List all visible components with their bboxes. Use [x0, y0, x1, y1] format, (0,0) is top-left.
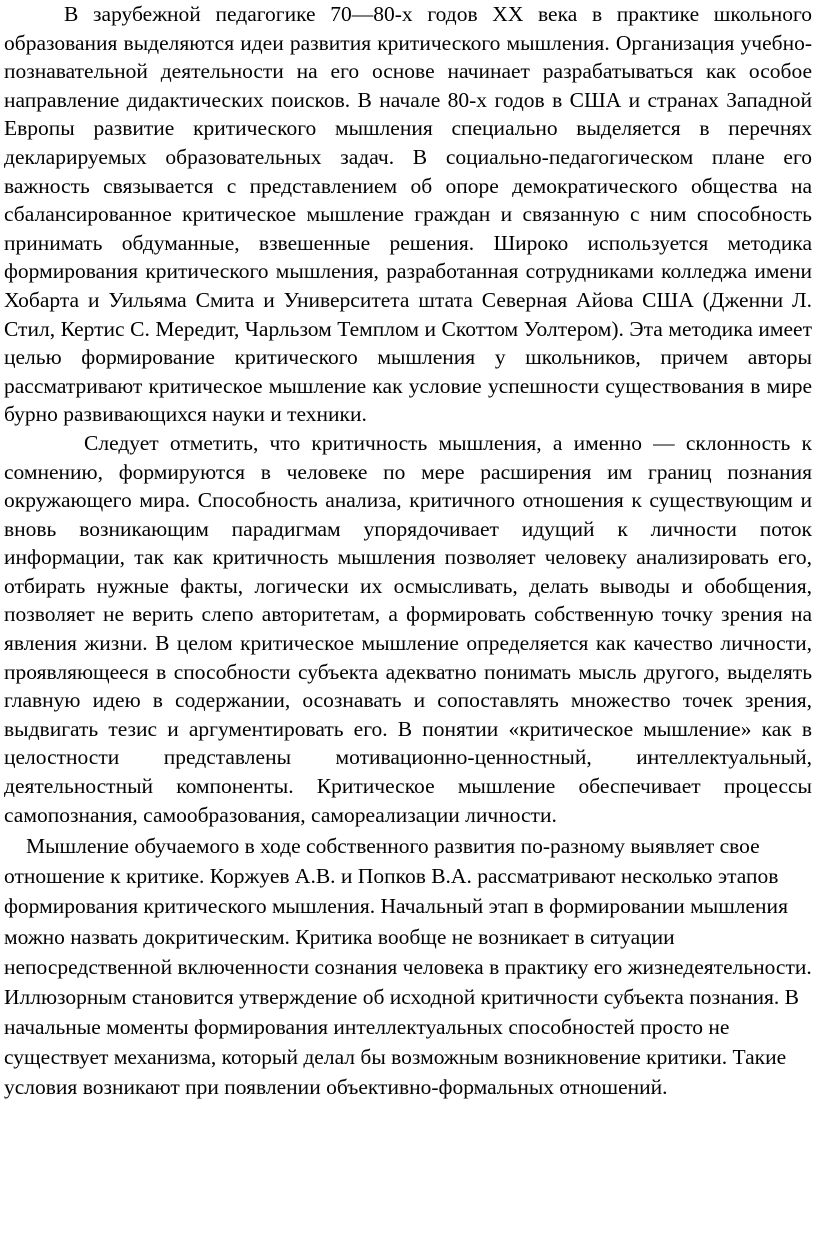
paragraph-2: Следует отметить, что критичность мышления, а именно — склонность к сомнению, формируются в человеке по мере расширения им границ познания окружающего мира. Способность анализа, критичного отношения к существующим и вновь возникающим парадигмам упорядочивает идущий к личности поток информации, так как критичность мышления позволяет человеку анализировать его, отбирать нужные факты, логически их осмысливать, делать выводы и обобщения, позволяет не верить слепо авторитетам, а формировать собственную точку зрения на явления жизни. В целом критическое мышление определяется как качество личности, проявляющееся в способности субъекта адекватно понимать мысль другого, выделять главную идею в содержании, осознавать и сопоставлять множество точек зрения, выдвигать тезис и аргументировать его. В понятии «критическое мышление» как в целостности представлены мотивационно-ценностный, интеллектуальный, деятельностный компоненты. Критическое мышление обеспечивает процессы самопознания, самообразования, самореализации личности. [4, 430, 812, 827]
document-page [4, 0, 812, 1102]
paragraph-1: В зарубежной педагогике 70—80-х годов XX века в практике школьного образования выделяются идеи развития критического мышления. Организация учебно-познавательной деятельности на его основе начинает разрабатываться как особое направление дидактических поисков. В начале 80-х годов в США и странах Западной Европы развитие критического мышления специально выделяется в перечнях декларируемых образовательных задач. В социально-педагогическом плане его важность связывается с представлением об опоре демократического общества на сбалансированное критическое мышление граждан и связанную с ним способность принимать обдуманные, взвешенные решения. Широко используется методика формирования критического мышления, разработанная сотрудниками колледжа имени Хобарта и Уильяма Смита и Университета штата Северная Айова США (Дженни Л. Стил, Кертис С. Мередит, Чарльзом Темплом и Скоттом Уолтером). Эта методика имеет целью формирование критического мышления у школьников, причем авторы рассматривают критическое мышление как условие успешности существования в мире бурно развивающихся науки и техники. [4, 2, 812, 427]
paragraph-3: Мышление обучаемого в ходе собственного развития по-разному выявляет свое отношение к критике. Коржуев А.В. и Попков В.А. рассматривают несколько этапов формирования критического мышления. Начальный этап в формировании мышления можно назвать докритическим. Критика вообще не возникает в ситуации непосредственной включенности сознания человека в практику его жизнедеятельности. Иллюзорным становится утверждение об исходной критичности субъекта познания. В начальные моменты формирования интеллектуальных способностей просто не существует механизма, который делал бы возможным возникновение критики. Такие условия возникают при появлении объективно-формальных отношений. [4, 834, 812, 1099]
